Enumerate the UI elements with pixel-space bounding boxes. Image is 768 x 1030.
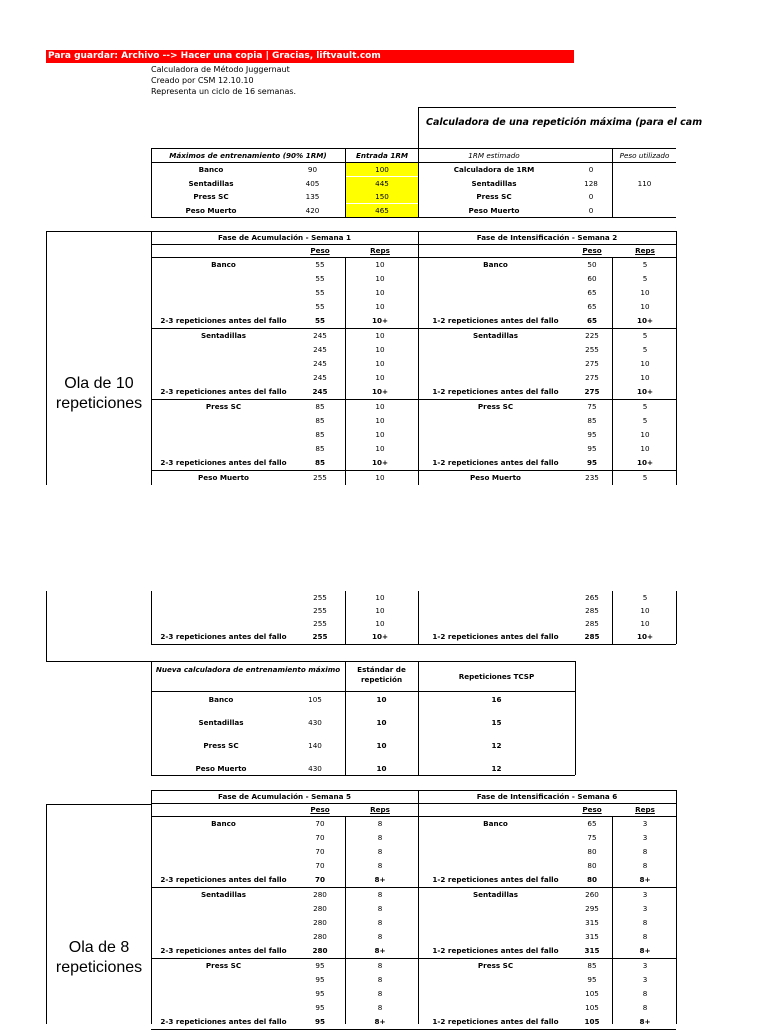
- int-reps-cell: 10+: [636, 632, 654, 641]
- wave10-label-top: [46, 231, 151, 232]
- acc-reps-cell: 8: [377, 961, 383, 970]
- int-rir-note: 1-2 repeticiones antes del fallo: [432, 387, 559, 396]
- weight-used-header: Peso utilizado: [619, 151, 670, 160]
- int-reps-cell: 8+: [639, 1017, 651, 1026]
- int-weight-cell: 285: [585, 606, 599, 615]
- int-reps-cell: 3: [642, 819, 648, 828]
- wave10-int-sep: [612, 257, 613, 485]
- rep-standard-header: Estándar de repetición: [357, 665, 406, 684]
- acc-reps-cell: 10+: [371, 387, 389, 396]
- one-rm-input-field[interactable]: 100: [346, 163, 418, 176]
- acc-reps-cell: 10: [375, 416, 385, 425]
- acc-weight-cell: 255: [313, 619, 327, 628]
- int-rir-note: 1-2 repeticiones antes del fallo: [432, 316, 559, 325]
- int-lift-name: Press SC: [477, 402, 514, 411]
- wave8-label-top: [46, 804, 151, 805]
- int-reps-cell: 10: [640, 373, 650, 382]
- int-rir-note: 1-2 repeticiones antes del fallo: [432, 1017, 559, 1026]
- intensification-phase-title: Fase de Intensificación - Semana 6: [476, 792, 618, 801]
- int-weight-cell: 75: [587, 402, 597, 411]
- int-weight-cell: 95: [587, 430, 597, 439]
- acc-weight-cell: 245: [313, 345, 327, 354]
- acc-weight-cell: 85: [314, 458, 325, 467]
- wave10-cont-int-sep: [612, 591, 613, 644]
- wave10-bottom-border: [151, 644, 676, 645]
- int-reps-cell: 8: [642, 1003, 648, 1012]
- int-weight-cell: 60: [587, 274, 597, 283]
- acc-weight-cell: 55: [315, 302, 325, 311]
- acc-lift-name: Sentadillas: [200, 890, 247, 899]
- int-reps-cell: 8: [642, 918, 648, 927]
- estimated-1rm-value: 0: [588, 165, 594, 174]
- estimated-1rm-value: 0: [588, 192, 594, 201]
- int-weight-cell: 275: [585, 373, 599, 382]
- int-rir-note: 1-2 repeticiones antes del fallo: [432, 946, 559, 955]
- wave-8-label: [46, 938, 152, 978]
- int-reps-cell: 5: [642, 402, 648, 411]
- acc-lift-name: Peso Muerto: [198, 473, 249, 482]
- acc-reps-cell: 8: [377, 861, 383, 870]
- int-weight-cell: 95: [587, 975, 597, 984]
- int-weight-col-header: Peso: [582, 805, 602, 814]
- int-weight-cell: 275: [585, 359, 599, 368]
- acc-weight-cell: 280: [313, 918, 327, 927]
- weight-used-value: [613, 190, 676, 203]
- acc-weight-cell: 95: [314, 1017, 325, 1026]
- training-max-value: 135: [305, 192, 320, 201]
- int-reps-cell: 5: [642, 345, 648, 354]
- int-weight-cell: 260: [585, 890, 599, 899]
- estimated-1rm-header: 1RM estimado: [468, 151, 520, 160]
- cycle-description: Representa un ciclo de 16 semanas.: [151, 87, 297, 96]
- rep-standard-value: 10: [376, 764, 387, 773]
- one-rm-input-header: Entrada 1RM: [355, 151, 409, 160]
- int-weight-cell: 255: [585, 345, 599, 354]
- acc-weight-cell: 255: [312, 632, 328, 641]
- acc-reps-col-header: Reps: [370, 246, 390, 255]
- int-reps-cell: 5: [642, 593, 648, 602]
- estimated-1rm-value: 0: [588, 205, 594, 215]
- acc-reps-cell: 10+: [371, 458, 389, 467]
- int-weight-cell: 235: [585, 473, 599, 482]
- wave10-cont-outer-left: [46, 591, 47, 661]
- wave-8-label-line2: repeticiones: [55, 959, 143, 976]
- int-reps-cell: 5: [642, 260, 648, 269]
- int-lift-name: Banco: [483, 260, 508, 269]
- int-weight-cell: 65: [586, 316, 597, 325]
- acc-weight-cell: 280: [312, 946, 328, 955]
- int-reps-cell: 5: [642, 331, 648, 340]
- one-rm-input-field[interactable]: 150: [346, 190, 418, 203]
- training-max-value: 405: [305, 178, 320, 188]
- acc-weight-cell: 245: [313, 331, 327, 340]
- wave8-right: [676, 790, 677, 1024]
- int-reps-col-header: Reps: [635, 246, 655, 255]
- calculator-name: Calculadora de Método Juggernaut: [151, 65, 290, 74]
- orm-calc-label: Calculadora de 1RM: [453, 165, 535, 174]
- acc-rir-note: 2-3 repeticiones antes del fallo: [160, 387, 287, 396]
- acc-reps-cell: 8: [377, 1003, 383, 1012]
- acc-weight-cell: 245: [313, 359, 327, 368]
- int-reps-cell: 10+: [636, 458, 654, 467]
- int-lift-name: Banco: [483, 819, 508, 828]
- int-weight-cell: 315: [584, 946, 600, 955]
- weight-used-value: [613, 163, 676, 176]
- wave-10-label-line2: repeticiones: [55, 395, 143, 412]
- one-rm-input-field[interactable]: 445: [346, 177, 418, 190]
- acc-weight-cell: 70: [315, 833, 325, 842]
- author-line: Creado por CSM 12.10.10: [151, 76, 254, 85]
- acc-weight-cell: 95: [315, 1003, 325, 1012]
- training-maxes-header: Máximos de entrenamiento (90% 1RM): [169, 151, 327, 160]
- int-reps-cell: 3: [642, 904, 648, 913]
- wave10-acc-sep: [345, 257, 346, 485]
- acc-reps-col-header: Reps: [370, 805, 390, 814]
- int-weight-col-header: Peso: [582, 246, 602, 255]
- wave8-mid: [418, 790, 419, 1024]
- int-weight-cell: 80: [587, 861, 597, 870]
- acc-rir-note: 2-3 repeticiones antes del fallo: [160, 458, 287, 467]
- acc-weight-cell: 70: [315, 861, 325, 870]
- int-weight-cell: 65: [587, 819, 597, 828]
- int-reps-cell: 3: [642, 833, 648, 842]
- wave-10-label-line1: Ola de 10: [64, 375, 134, 392]
- int-weight-cell: 225: [585, 331, 599, 340]
- acc-weight-cell: 95: [315, 961, 325, 970]
- acc-reps-cell: 8: [377, 819, 383, 828]
- int-lift-name: Sentadillas: [472, 331, 519, 340]
- int-reps-cell: 3: [642, 961, 648, 970]
- weight-used-value: [613, 204, 676, 217]
- acc-weight-col-header: Peso: [310, 805, 330, 814]
- int-weight-cell: 295: [585, 904, 599, 913]
- acc-rir-note: 2-3 repeticiones antes del fallo: [160, 632, 287, 641]
- acc-reps-cell: 8+: [374, 875, 386, 884]
- training-max-value: 90: [307, 165, 318, 174]
- estimated-1rm-value: 128: [584, 178, 598, 188]
- int-weight-cell: 65: [587, 302, 597, 311]
- int-reps-cell: 10: [640, 302, 650, 311]
- int-reps-cell: 10: [640, 288, 650, 297]
- int-weight-cell: 105: [585, 989, 599, 998]
- int-weight-cell: 105: [585, 1003, 599, 1012]
- tcsp-reps-value: 16: [491, 695, 502, 704]
- training-max-lift-label: Press SC: [193, 192, 229, 201]
- acc-lift-name: Banco: [211, 260, 236, 269]
- wave8-inner-left: [151, 790, 152, 1024]
- acc-reps-cell: 8: [377, 833, 383, 842]
- int-weight-cell: 315: [585, 918, 599, 927]
- acc-lift-name: Sentadillas: [200, 331, 247, 340]
- save-copy-banner[interactable]: Para guardar: Archivo --> Hacer una copia | Gracias, liftvault.com: [46, 50, 574, 63]
- acc-reps-cell: 10: [375, 331, 385, 340]
- orm-top-border: [418, 107, 676, 108]
- new-training-max-header: Nueva calculadora de entrenamiento máximo: [155, 665, 341, 674]
- int-reps-cell: 5: [642, 274, 648, 283]
- int-reps-cell: 3: [642, 890, 648, 899]
- acc-reps-cell: 8: [377, 918, 383, 927]
- newcalc-bottom-border: [151, 775, 575, 776]
- acc-weight-cell: 95: [315, 975, 325, 984]
- accumulation-phase-title: Fase de Acumulación - Semana 5: [217, 792, 351, 801]
- acc-weight-cell: 85: [315, 430, 325, 439]
- wave10-inner-left: [151, 231, 152, 485]
- int-rir-note: 1-2 repeticiones antes del fallo: [432, 458, 559, 467]
- acc-reps-cell: 10: [375, 274, 385, 283]
- training-max-lift-label: Banco: [198, 165, 224, 174]
- acc-weight-cell: 280: [313, 904, 327, 913]
- acc-reps-cell: 8: [377, 890, 383, 899]
- acc-lift-name: Press SC: [205, 402, 242, 411]
- accumulation-phase-title: Fase de Acumulación - Semana 1: [217, 233, 351, 242]
- acc-rir-note: 2-3 repeticiones antes del fallo: [160, 946, 287, 955]
- newcalc-header-bottom: [151, 691, 575, 692]
- tcsp-reps-value: 15: [491, 718, 502, 727]
- int-weight-cell: 80: [586, 875, 597, 884]
- int-weight-cell: 275: [584, 387, 600, 396]
- orm-calc-label: Peso Muerto: [468, 205, 520, 215]
- int-reps-cell: 5: [642, 416, 648, 425]
- acc-weight-cell: 70: [314, 875, 325, 884]
- int-reps-cell: 8: [642, 861, 648, 870]
- acc-weight-cell: 85: [315, 416, 325, 425]
- acc-lift-name: Banco: [211, 819, 236, 828]
- acc-rir-note: 2-3 repeticiones antes del fallo: [160, 316, 287, 325]
- tcsp-reps-value: 12: [491, 741, 502, 750]
- acc-reps-cell: 8: [377, 904, 383, 913]
- int-weight-cell: 85: [587, 416, 597, 425]
- acc-weight-cell: 95: [315, 989, 325, 998]
- acc-reps-cell: 10: [375, 373, 385, 382]
- acc-weight-cell: 55: [314, 316, 325, 325]
- int-lift-name: Peso Muerto: [470, 473, 521, 482]
- new-tm-value: 430: [308, 764, 322, 773]
- new-tm-lift-label: Sentadillas: [198, 718, 244, 727]
- acc-weight-cell: 55: [315, 288, 325, 297]
- one-rep-max-calculator-title: Calculadora de una repetición máxima (para el cam: [426, 117, 703, 128]
- acc-weight-cell: 255: [313, 593, 327, 602]
- int-lift-name: Sentadillas: [472, 890, 519, 899]
- acc-lift-name: Press SC: [205, 961, 242, 970]
- int-reps-cell: 8+: [639, 946, 651, 955]
- int-reps-cell: 10: [640, 444, 650, 453]
- rep-standard-value: 10: [376, 718, 387, 727]
- tcsp-reps-value: 12: [491, 764, 502, 773]
- int-reps-cell: 8: [642, 989, 648, 998]
- acc-weight-cell: 245: [313, 373, 327, 382]
- wave8-int-sep: [612, 816, 613, 1024]
- wave-10-label: [46, 374, 152, 414]
- acc-weight-cell: 85: [315, 402, 325, 411]
- int-weight-cell: 105: [584, 1017, 600, 1026]
- acc-weight-cell: 70: [315, 819, 325, 828]
- training-max-lift-label: Peso Muerto: [185, 205, 237, 215]
- acc-reps-cell: 8+: [374, 1017, 386, 1026]
- int-reps-cell: 5: [642, 473, 648, 482]
- acc-weight-cell: 55: [315, 274, 325, 283]
- acc-reps-cell: 10+: [371, 632, 389, 641]
- wave8-acc-sep: [345, 816, 346, 1024]
- acc-reps-cell: 8+: [374, 946, 386, 955]
- int-rir-note: 1-2 repeticiones antes del fallo: [432, 875, 559, 884]
- int-weight-cell: 50: [587, 260, 597, 269]
- int-weight-cell: 285: [584, 632, 600, 641]
- wave10-mid: [418, 231, 419, 485]
- acc-weight-cell: 245: [312, 387, 328, 396]
- acc-rir-note: 2-3 repeticiones antes del fallo: [160, 875, 287, 884]
- newcalc-top-border: [151, 661, 575, 662]
- rep-standard-value: 10: [376, 741, 387, 750]
- acc-reps-cell: 8: [377, 989, 383, 998]
- new-tm-value: 140: [308, 741, 322, 750]
- wave10-cont-mid: [418, 591, 419, 644]
- acc-weight-cell: 255: [313, 606, 327, 615]
- wave-8-label-line1: Ola de 8: [68, 939, 130, 956]
- new-tm-value: 430: [308, 718, 322, 727]
- acc-reps-cell: 10: [375, 606, 385, 615]
- int-weight-cell: 95: [586, 458, 597, 467]
- newcalc-right-border: [575, 661, 576, 775]
- acc-reps-cell: 10: [375, 260, 385, 269]
- maxes-bottom-border: [151, 217, 676, 218]
- wave8-outer-left: [46, 804, 47, 1024]
- int-reps-cell: 10: [640, 359, 650, 368]
- int-reps-cell: 8: [642, 847, 648, 856]
- weight-used-value: 110: [637, 178, 652, 188]
- int-weight-cell: 85: [587, 961, 597, 970]
- intensification-phase-title: Fase de Intensificación - Semana 2: [476, 233, 618, 242]
- wave10-outer-left: [46, 231, 47, 485]
- acc-reps-cell: 10+: [371, 316, 389, 325]
- orm-calc-label: Sentadillas: [471, 178, 517, 188]
- acc-weight-cell: 70: [315, 847, 325, 856]
- int-weight-cell: 75: [587, 833, 597, 842]
- acc-reps-cell: 10: [375, 430, 385, 439]
- int-reps-cell: 10+: [636, 387, 654, 396]
- new-tm-value: 105: [308, 695, 322, 704]
- int-reps-cell: 10: [640, 619, 650, 628]
- acc-reps-cell: 10: [375, 302, 385, 311]
- acc-weight-col-header: Peso: [310, 246, 330, 255]
- acc-rir-note: 2-3 repeticiones antes del fallo: [160, 1017, 287, 1026]
- int-reps-cell: 8+: [639, 875, 651, 884]
- int-reps-col-header: Reps: [635, 805, 655, 814]
- acc-reps-cell: 10: [375, 444, 385, 453]
- int-rir-note: 1-2 repeticiones antes del fallo: [432, 632, 559, 641]
- training-max-lift-label: Sentadillas: [188, 178, 234, 188]
- int-reps-cell: 8: [642, 932, 648, 941]
- acc-reps-cell: 8: [377, 975, 383, 984]
- acc-weight-cell: 255: [313, 473, 327, 482]
- int-reps-cell: 3: [642, 975, 648, 984]
- int-weight-cell: 285: [585, 619, 599, 628]
- acc-weight-cell: 85: [315, 444, 325, 453]
- acc-reps-cell: 10: [375, 402, 385, 411]
- acc-weight-cell: 55: [315, 260, 325, 269]
- wave10-label-bottom: [46, 661, 151, 662]
- acc-weight-cell: 280: [313, 932, 327, 941]
- acc-reps-cell: 10: [375, 593, 385, 602]
- new-tm-lift-label: Banco: [208, 695, 234, 704]
- int-reps-cell: 10+: [636, 316, 654, 325]
- new-tm-lift-label: Press SC: [203, 741, 239, 750]
- int-lift-name: Press SC: [477, 961, 514, 970]
- int-weight-cell: 265: [585, 593, 599, 602]
- rep-standard-value: 10: [376, 695, 387, 704]
- acc-reps-cell: 8: [377, 932, 383, 941]
- training-max-value: 420: [305, 205, 320, 215]
- int-reps-cell: 10: [640, 430, 650, 439]
- acc-reps-cell: 10: [375, 473, 385, 482]
- int-weight-cell: 95: [587, 444, 597, 453]
- new-tm-lift-label: Peso Muerto: [195, 764, 247, 773]
- int-reps-cell: 10: [640, 606, 650, 615]
- tcsp-reps-header: Repeticiones TCSP: [458, 672, 535, 681]
- acc-weight-cell: 280: [313, 890, 327, 899]
- acc-reps-cell: 10: [375, 288, 385, 297]
- int-weight-cell: 315: [585, 932, 599, 941]
- one-rm-input-field[interactable]: 465: [346, 204, 418, 217]
- acc-reps-cell: 8: [377, 847, 383, 856]
- acc-reps-cell: 10: [375, 359, 385, 368]
- int-weight-cell: 80: [587, 847, 597, 856]
- wave10-cont-acc-sep: [345, 591, 346, 644]
- acc-reps-cell: 10: [375, 619, 385, 628]
- int-weight-cell: 65: [587, 288, 597, 297]
- orm-calc-label: Press SC: [476, 192, 512, 201]
- wave10-cont-inner-left: [151, 591, 152, 644]
- acc-reps-cell: 10: [375, 345, 385, 354]
- wave10-right: [676, 231, 677, 485]
- wave10-cont-right: [676, 591, 677, 644]
